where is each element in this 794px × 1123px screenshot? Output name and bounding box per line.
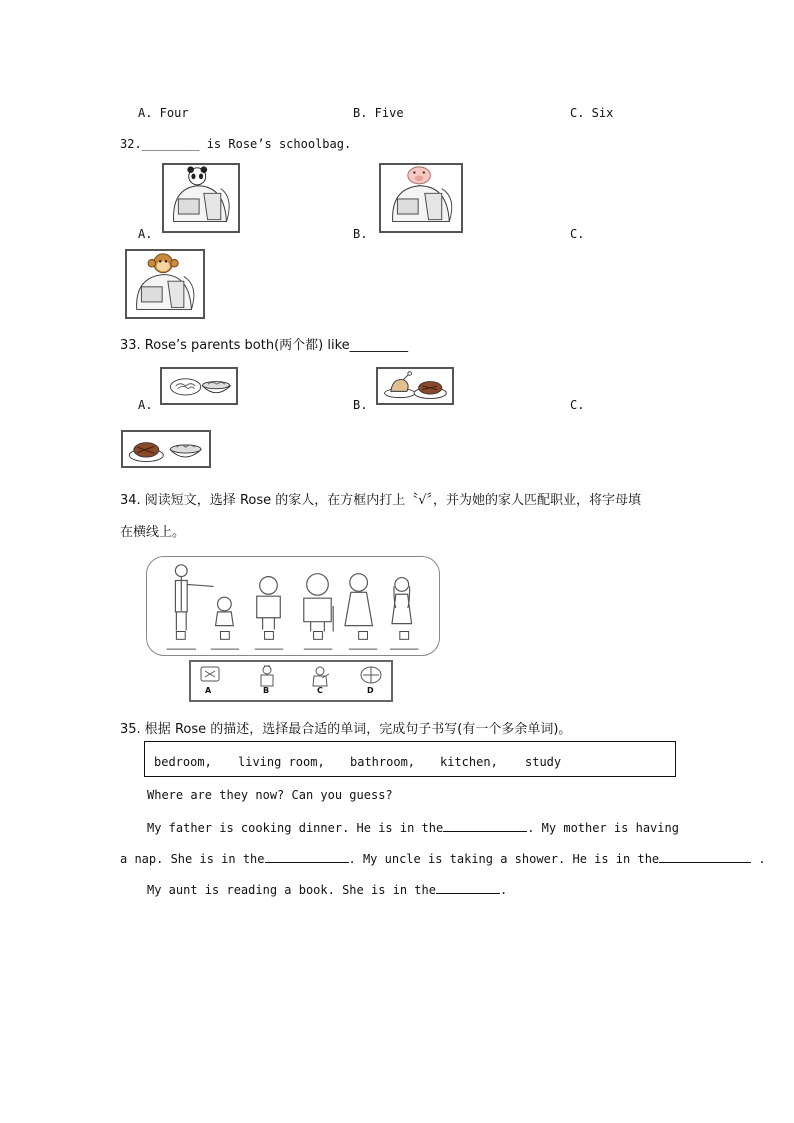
- q33-question: 33. Rose’s parents both(两个都) like_________: [120, 338, 409, 353]
- q35-line3-a: a nap. She is in the: [120, 852, 265, 866]
- q35-line3-b: . My uncle is taking a shower. He is in the: [348, 852, 660, 866]
- word-bank-box: [144, 741, 676, 777]
- job-letter-b: B: [263, 686, 270, 695]
- q35-line1: Where are they now? Can you guess?: [147, 788, 393, 802]
- answer-blank-2[interactable]: [265, 851, 349, 863]
- monkey-schoolbag-icon: [125, 249, 205, 319]
- q32-option-a: A.: [138, 227, 153, 241]
- q35-line4: [147, 882, 507, 897]
- q35-line3-c: .: [751, 852, 766, 866]
- answer-blank-4[interactable]: [436, 882, 500, 894]
- answer-blank-1[interactable]: [443, 820, 527, 832]
- q35-line2-a: My father is cooking dinner. He is in the: [147, 821, 444, 835]
- q35-line4-b: .: [499, 883, 508, 897]
- word-living-room: living room,: [238, 755, 325, 769]
- q35-line2-b: . My mother is having: [527, 821, 679, 835]
- noodles-food-icon: [160, 367, 238, 405]
- job-letter-a: A: [205, 686, 212, 695]
- word-bathroom: bathroom,: [350, 755, 416, 769]
- q33-option-a: A.: [138, 398, 153, 412]
- q31-option-b: B. Five: [353, 106, 404, 120]
- q32-option-b: B.: [353, 227, 368, 241]
- pig-schoolbag-icon: [379, 163, 463, 233]
- panda-schoolbag-icon: [162, 163, 240, 233]
- answer-blank-3[interactable]: [659, 851, 751, 863]
- q35-line4-a: My aunt is reading a book. She is in the: [147, 883, 436, 897]
- job-letter-c: C: [317, 686, 323, 695]
- q35-line3: [120, 851, 766, 866]
- q33-option-b: B.: [353, 398, 368, 412]
- family-members-illustration: [146, 556, 440, 656]
- q31-option-c: C. Six: [570, 106, 614, 120]
- q32-question: 32.________ is Rose’s schoolbag.: [120, 137, 352, 151]
- q31-option-a: A. Four: [138, 106, 189, 120]
- word-bedroom: bedroom,: [154, 755, 212, 769]
- q32-option-c: C.: [570, 227, 585, 241]
- word-study: study: [525, 755, 562, 769]
- q34-instruction-line1: 34. 阅读短文，选择 Rose 的家人，在方框内打上〝√〞，并为她的家人匹配职业，将字母填: [120, 493, 642, 508]
- chicken-steak-food-icon: [376, 367, 454, 405]
- q33-option-c: C.: [570, 398, 585, 412]
- steak-noodles-food-icon: [121, 430, 211, 468]
- jobs-illustration: [189, 660, 393, 702]
- q34-instruction-line2: 在横线上。: [120, 525, 186, 540]
- q35-line2: [147, 820, 679, 835]
- q35-instruction: 35. 根据 Rose 的描述，选择最合适的单词，完成句子书写(有一个多余单词)。: [120, 722, 572, 737]
- job-letter-d: D: [367, 686, 374, 695]
- word-kitchen: kitchen,: [440, 755, 498, 769]
